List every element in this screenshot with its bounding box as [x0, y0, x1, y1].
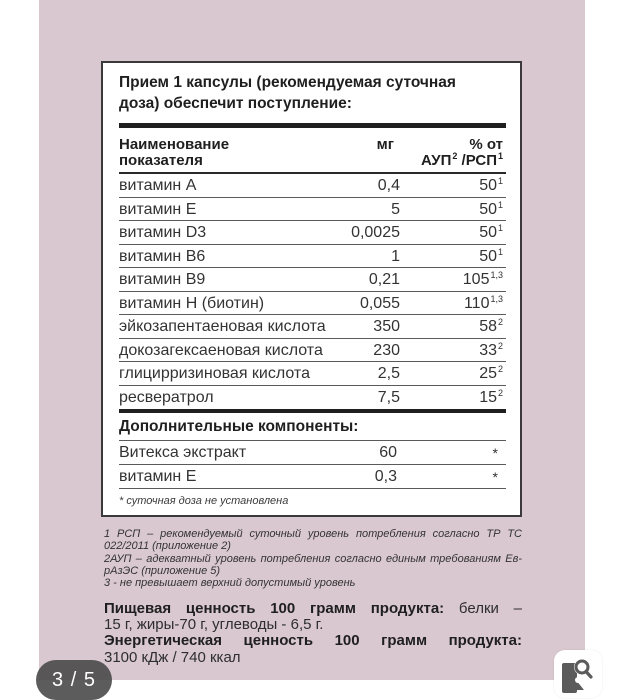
row-percent — [464, 292, 503, 317]
row-name: Витекса экстракт — [119, 444, 247, 461]
row-name: ресвератрол — [119, 388, 214, 406]
row-name: витамин В6 — [119, 247, 206, 265]
row-name: витамин Н (биотин) — [119, 294, 265, 312]
row-percent-value: 58 — [479, 318, 497, 335]
additional-row — [119, 465, 506, 489]
row-percent — [463, 268, 503, 293]
header-aup-sup: 2 — [452, 151, 458, 161]
row-percent-sup: 2 — [497, 387, 503, 398]
header-percent-line-2 — [421, 153, 503, 170]
row-mg: 0,0025 — [351, 224, 400, 241]
row-mg: 0,21 — [368, 271, 400, 288]
food-value-line — [104, 601, 522, 617]
table-row — [119, 198, 506, 222]
row-mg: 350 — [373, 318, 400, 335]
table-row — [119, 315, 506, 339]
row-percent-sup: 1 — [497, 199, 503, 210]
row-percent-sup: 1,3 — [490, 270, 503, 280]
row-percent-value: 50 — [479, 224, 497, 241]
table-header — [119, 128, 506, 174]
card-title-line-1: Прием 1 капсулы (рекомендуемая суточная — [119, 74, 456, 91]
footnote-line: 2АУП – адекватный уровень потребления согласно единым требованиям Ев- — [104, 552, 522, 565]
row-name: витамин В9 — [119, 271, 206, 288]
row-percent — [479, 174, 503, 199]
header-name-line-1: Наименование — [119, 136, 230, 153]
row-percent-value: 50 — [479, 200, 497, 218]
table-row — [119, 245, 506, 269]
row-name: витамин Е — [119, 200, 197, 218]
header-mg: мг — [376, 136, 394, 153]
visual-search-button[interactable] — [554, 650, 602, 698]
row-mg: 7,5 — [377, 388, 400, 406]
footnotes — [104, 528, 522, 589]
nutrient-card — [101, 61, 522, 517]
row-name: витамин D3 — [119, 224, 207, 241]
table-row — [119, 362, 506, 386]
card-title-line-2: доза) обеспечит поступление: — [119, 95, 352, 112]
row-mg: 0,4 — [377, 177, 400, 194]
table-row — [119, 221, 506, 245]
row-percent-sup: 1 — [497, 223, 503, 233]
food-value-label: Пищевая ценность 100 грамм продукта: — [104, 600, 445, 617]
card-title — [119, 72, 506, 114]
row-percent — [479, 386, 503, 411]
row-mg: 0,055 — [359, 294, 400, 312]
image-search-icon — [554, 650, 602, 698]
row-percent-value: 25 — [479, 365, 497, 382]
header-percent — [421, 137, 503, 170]
row-name: эйкозапентаеновая кислота — [119, 318, 326, 335]
header-aup: АУП — [421, 152, 452, 169]
row-percent — [479, 339, 503, 364]
row-percent: * — [492, 445, 498, 461]
row-mg: 60 — [379, 444, 397, 461]
row-percent-sup: 2 — [497, 317, 503, 327]
page-indicator: 3 / 5 — [36, 660, 112, 700]
row-mg: 230 — [373, 341, 400, 359]
row-percent-value: 105 — [462, 271, 490, 288]
row-percent — [479, 245, 503, 270]
food-value-line-2: 15 г, жиры-70 г, углеводы - 6,5 г. — [104, 616, 324, 634]
header-name-line-2: показателя — [119, 152, 203, 169]
row-mg: 5 — [391, 200, 400, 218]
row-percent-sup: 2 — [497, 364, 503, 374]
header-rsp: /РСП — [457, 152, 497, 169]
row-percent-sup: 2 — [497, 340, 503, 351]
table-row — [119, 268, 506, 292]
row-mg: 0,3 — [374, 468, 397, 485]
header-percent-line-1: % от — [469, 136, 503, 153]
nutrition-info — [104, 601, 522, 666]
table-row — [119, 292, 506, 316]
table-row — [119, 174, 506, 198]
row-percent-sup: 1 — [497, 176, 503, 186]
footnote-line: 022/2011 (приложение 2) — [104, 540, 231, 553]
row-percent-value: 33 — [479, 341, 497, 359]
row-percent-value: 50 — [479, 177, 497, 194]
additional-components-heading: Дополнительные компоненты: — [119, 413, 506, 441]
row-percent-value: 50 — [479, 247, 497, 265]
energy-value-line — [104, 633, 522, 649]
row-name: глицирризиновая кислота — [119, 365, 310, 382]
row-percent-value: 15 — [479, 388, 497, 406]
table-row — [119, 386, 506, 410]
energy-value-text: 3100 кДж / 740 ккал — [104, 648, 241, 666]
footnote-line: рАзЭС (приложение 5) — [104, 564, 221, 577]
row-percent-value: 110 — [463, 294, 490, 312]
row-percent-sup: 1,3 — [490, 293, 503, 304]
footnote-line: 1 РСП – рекомендуемый суточный уровень потребления согласно ТР ТС — [104, 528, 522, 540]
row-percent: * — [492, 469, 498, 485]
row-name: докозагексаеновая кислота — [119, 341, 323, 359]
row-percent — [479, 221, 503, 246]
row-percent-sup: 1 — [497, 246, 503, 257]
row-name: витамин Е — [119, 468, 197, 485]
header-name — [119, 137, 229, 169]
row-mg: 2,5 — [377, 365, 400, 382]
footnote-line: 3 - не превышает верхний допустимый уровень — [104, 577, 356, 590]
header-rsp-sup: 1 — [497, 151, 503, 161]
food-value-text: белки – — [444, 600, 522, 617]
row-percent — [479, 362, 503, 387]
table-row — [119, 339, 506, 363]
row-percent — [479, 198, 503, 223]
dose-note: * суточная доза не установлена — [119, 495, 289, 507]
energy-value-label: Энергетическая ценность 100 грамм продукта: — [104, 632, 522, 650]
additional-row — [119, 441, 506, 465]
row-mg: 1 — [391, 247, 400, 265]
row-percent — [479, 315, 503, 340]
row-name: витамин А — [119, 177, 197, 194]
